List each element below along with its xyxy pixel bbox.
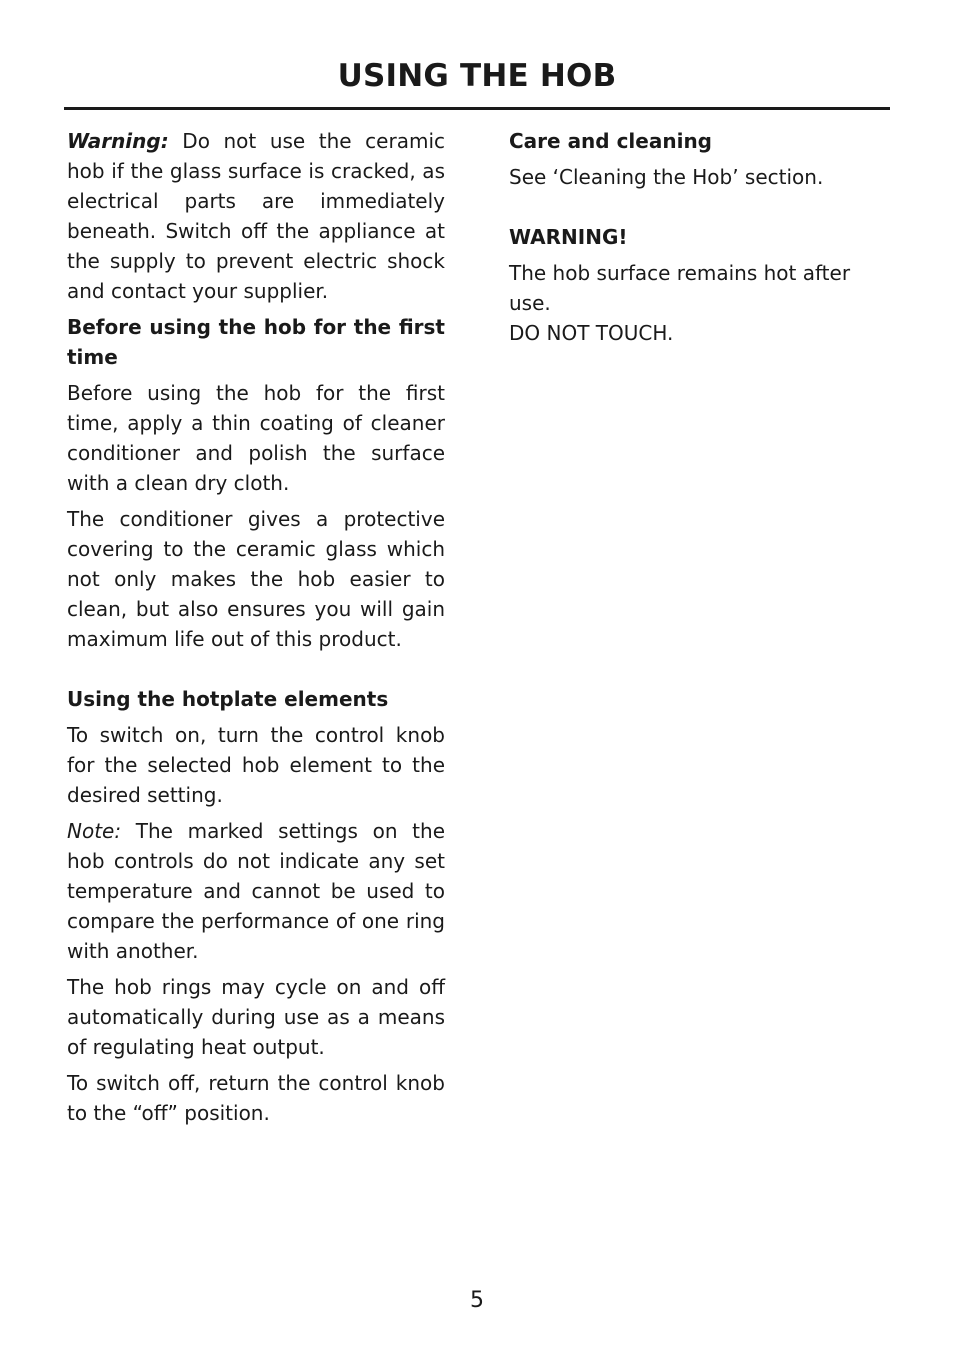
hot-surface-warning-heading: WARNING! <box>509 225 628 249</box>
title-divider <box>64 107 890 110</box>
hot-surface-warning-line-1: The hob surface remains hot after use. <box>509 261 851 315</box>
hotplate-heading: Using the hotplate elements <box>67 687 389 711</box>
care-cleaning-text: See ‘Cleaning the Hob’ section. <box>509 165 824 189</box>
before-first-use-heading: Before using the hob for the first time <box>67 315 445 369</box>
page-title: USING THE HOB <box>337 58 617 94</box>
warning-label: Warning: <box>67 129 169 153</box>
care-cleaning-heading: Care and cleaning <box>509 129 712 153</box>
hotplate-paragraph-4: To switch off, return the control knob to the “off” position. <box>67 1071 445 1125</box>
warning-paragraph <box>67 126 445 306</box>
hotplate-paragraph-1: To switch on, turn the control knob for the selected hob element to the desired setting. <box>67 723 445 807</box>
note-paragraph <box>67 816 445 966</box>
section-spacer <box>509 198 894 222</box>
right-column <box>509 126 894 354</box>
before-first-use-paragraph-1: Before using the hob for the first time, apply a thin coating of cleaner conditioner and polish the surface with a clean dry cloth. <box>67 381 445 495</box>
warning-text: Do not use the ceramic hob if the glass surface is cracked, as electrical parts are immediately beneath. Switch off the appliance at the supply to prevent electric shock and contact your supplier. <box>67 129 445 303</box>
hot-surface-warning-line-2: DO NOT TOUCH. <box>509 321 674 345</box>
note-label: Note: <box>67 819 122 843</box>
before-first-use-paragraph-2: The conditioner gives a protective covering to the ceramic glass which not only makes the hob easier to clean, but also ensures you will gain maximum life out of this product. <box>67 507 445 651</box>
hotplate-paragraph-3: The hob rings may cycle on and off automatically during use as a means of regulating heat output. <box>67 975 445 1059</box>
left-column <box>67 126 445 1134</box>
note-text: The marked settings on the hob controls do not indicate any set temperature and cannot be used to compare the performance of one ring with another. <box>67 819 445 963</box>
page-number: 5 <box>470 1288 484 1313</box>
section-spacer <box>67 660 445 684</box>
